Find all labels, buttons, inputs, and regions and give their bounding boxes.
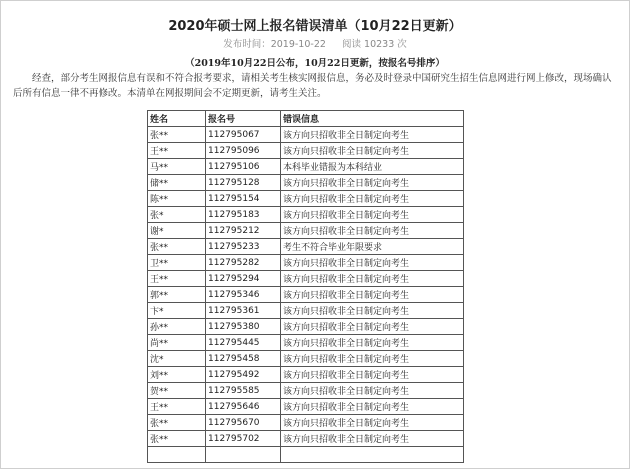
cell-error: 该方向只招收非全日制定向考生 [281,335,464,351]
cell-number: 112795106 [206,159,281,175]
cell-number: 112795646 [206,399,281,415]
error-list-table [147,110,464,463]
table-row [148,239,464,255]
table-row [148,271,464,287]
views-unit: 次 [397,39,407,50]
table-row [148,431,464,447]
cell-number: 112795585 [206,383,281,399]
cell-number: 112795458 [206,351,281,367]
cell-name: 王** [148,399,206,415]
cell-name: 王** [148,143,206,159]
cell-name: 贺** [148,383,206,399]
cell-name: 沈* [148,351,206,367]
cell-name: 卫** [148,255,206,271]
table-row [148,383,464,399]
cell-error: 该方向只招收非全日制定向考生 [281,223,464,239]
cell-number: 112795282 [206,255,281,271]
header-number: 报名号 [206,111,281,127]
cell-name: 张** [148,127,206,143]
cell-name: 张** [148,431,206,447]
table-row [148,191,464,207]
cell-error: 该方向只招收非全日制定向考生 [281,415,464,431]
cell-error: 该方向只招收非全日制定向考生 [281,191,464,207]
table-row [148,159,464,175]
cell-number: 112795154 [206,191,281,207]
table-row [148,255,464,271]
cell-name [148,447,206,463]
article-subtitle: （2019年10月22日公布，10月22日更新，按报名号排序） [185,58,445,69]
cell-number: 112795233 [206,239,281,255]
cell-error: 该方向只招收非全日制定向考生 [281,287,464,303]
article-meta [1,36,629,50]
cell-number: 112795183 [206,207,281,223]
table-header-row [148,111,464,127]
cell-error: 本科毕业错报为本科结业 [281,159,464,175]
table-row [148,399,464,415]
publish-label: 发布时间： [223,39,271,50]
header-error: 错误信息 [281,111,464,127]
table-row [148,303,464,319]
table-row [148,415,464,431]
table-row [148,335,464,351]
cell-number: 112795212 [206,223,281,239]
cell-number: 112795361 [206,303,281,319]
cell-number: 112795702 [206,431,281,447]
cell-error: 该方向只招收非全日制定向考生 [281,127,464,143]
cell-name: 王** [148,271,206,287]
cell-error: 该方向只招收非全日制定向考生 [281,367,464,383]
table-row [148,447,464,463]
cell-error: 该方向只招收非全日制定向考生 [281,319,464,335]
cell-name: 陈** [148,191,206,207]
cell-error [281,447,464,463]
cell-number: 112795346 [206,287,281,303]
publish-date: 2019-10-22 [270,39,326,50]
intro-paragraph: 经查，部分考生网报信息有误和不符合报考要求，请相关考生核实网报信息，务必及时登录中国研究生招生信息网进行网上修改，现场确认后所有信息一律不再修改。本清单在网报期间会不定期更新，请考生关注。 [13,73,612,99]
cell-number: 112795492 [206,367,281,383]
cell-error: 该方向只招收非全日制定向考生 [281,399,464,415]
views-count: 10233 [364,39,395,50]
header-name: 姓名 [148,111,206,127]
table-row [148,351,464,367]
page-title: 2020年硕士网上报名错误清单（10月22日更新） [168,19,462,34]
cell-number [206,447,281,463]
cell-name: 张** [148,415,206,431]
cell-name: 储** [148,175,206,191]
cell-error: 考生不符合毕业年限要求 [281,239,464,255]
cell-number: 112795096 [206,143,281,159]
cell-name: 孙** [148,319,206,335]
table-row [148,127,464,143]
cell-error: 该方向只招收非全日制定向考生 [281,431,464,447]
cell-error: 该方向只招收非全日制定向考生 [281,143,464,159]
cell-name: 张* [148,207,206,223]
table-row [148,143,464,159]
cell-error: 该方向只招收非全日制定向考生 [281,303,464,319]
cell-name: 张** [148,239,206,255]
cell-error: 该方向只招收非全日制定向考生 [281,255,464,271]
cell-name: 郭** [148,287,206,303]
table-row [148,175,464,191]
table-row [148,367,464,383]
table-row [148,223,464,239]
cell-number: 112795067 [206,127,281,143]
table-row [148,287,464,303]
table-row [148,319,464,335]
cell-number: 112795670 [206,415,281,431]
cell-error: 该方向只招收非全日制定向考生 [281,175,464,191]
table-row [148,207,464,223]
cell-name: 刘** [148,367,206,383]
cell-name: 谢* [148,223,206,239]
cell-number: 112795380 [206,319,281,335]
cell-error: 该方向只招收非全日制定向考生 [281,271,464,287]
cell-name: 马** [148,159,206,175]
views-label: 阅读 [341,39,361,50]
cell-error: 该方向只招收非全日制定向考生 [281,207,464,223]
cell-number: 112795445 [206,335,281,351]
cell-number: 112795128 [206,175,281,191]
cell-name: 卞* [148,303,206,319]
cell-error: 该方向只招收非全日制定向考生 [281,383,464,399]
cell-error: 该方向只招收非全日制定向考生 [281,351,464,367]
cell-name: 尚** [148,335,206,351]
table-body [148,127,464,463]
cell-number: 112795294 [206,271,281,287]
